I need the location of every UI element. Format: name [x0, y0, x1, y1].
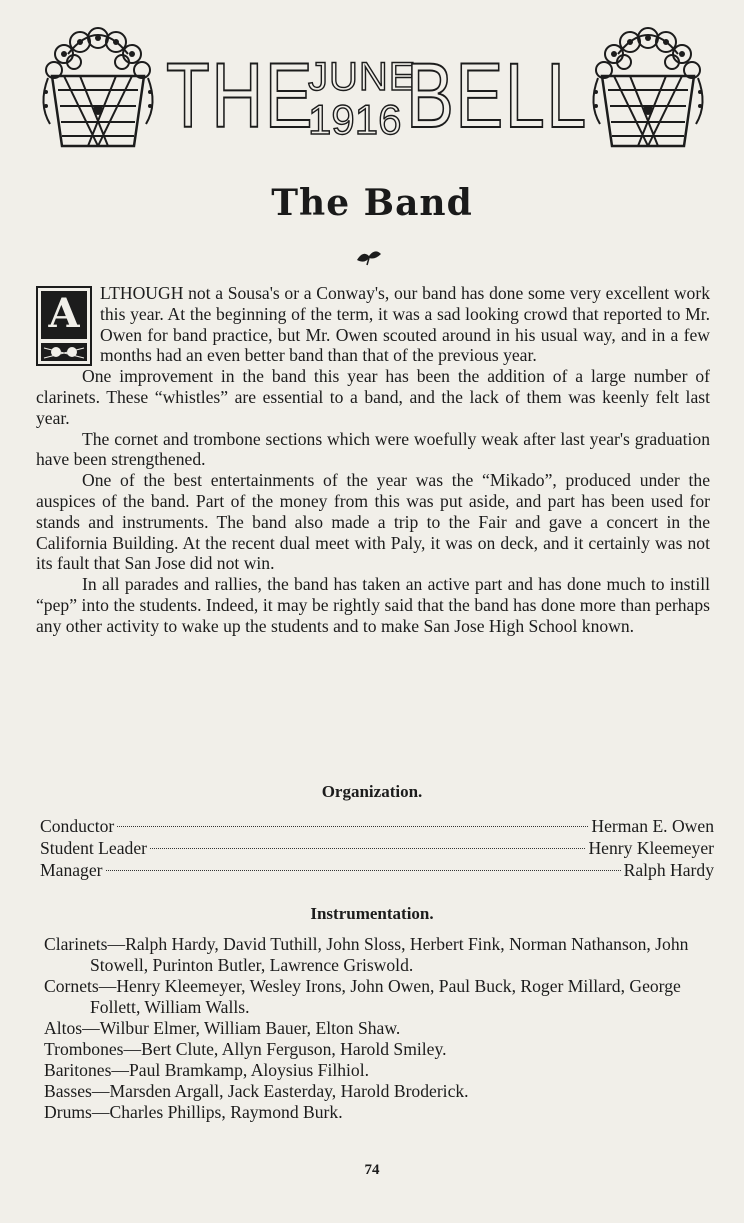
- organization-list: [40, 816, 714, 882]
- organization-heading: Organization.: [321, 782, 423, 801]
- org-role: Conductor: [40, 816, 115, 836]
- leader-dots: [150, 848, 585, 849]
- instrument-section: Baritones—Paul Bramkamp, Aloysius Filhiol.: [44, 1060, 369, 1080]
- issue-month: JUNE: [308, 55, 417, 99]
- paragraph: One improvement in the band this year has been the addition of a large number of clarinets. These “whistles” are essential to a band, and the lack of them was keenly felt last year.: [36, 366, 710, 428]
- org-row: [40, 838, 714, 860]
- article-body: [36, 283, 710, 637]
- flower-basket-icon: [34, 14, 162, 154]
- masthead-bell: BELL: [406, 45, 588, 147]
- instrument-section: Cornets—Henry Kleemeyer, Wesley Irons, John Owen, Paul Buck, Roger Millard, George Follett, William Walls.: [44, 976, 681, 1017]
- instrument-section: Clarinets—Ralph Hardy, David Tuthill, John Sloss, Herbert Fink, Norman Nathanson, John Stowell, Purinton Butler, Lawrence Griswold.: [44, 934, 689, 975]
- instrument-section: Basses—Marsden Argall, Jack Easterday, Harold Broderick.: [44, 1081, 469, 1101]
- leaf-ornament-icon: [355, 246, 383, 266]
- issue-year: 1916: [308, 96, 402, 143]
- org-name: Ralph Hardy: [623, 860, 714, 880]
- paragraph-text: LTHOUGH not a Sousa's or a Conway's, our band has done some very excellent work this year. At the beginning of the term, it was a sad looking crowd that reported to Mr. Owen for band practice, but Mr. Owen scouted around in his usual way, and in a few months had an even better band than that of the previous year.: [100, 283, 710, 366]
- org-role: Student Leader: [40, 838, 147, 858]
- org-name: Henry Kleemeyer: [588, 838, 714, 858]
- leader-dots: [106, 870, 621, 871]
- instrument-section: Altos—Wilbur Elmer, William Bauer, Elton Shaw.: [44, 1018, 401, 1038]
- paragraph: [36, 283, 710, 366]
- paragraph: In all parades and rallies, the band has taken an active part and has done much to instill “pep” into the students. Indeed, it may be rightly said that the band has done more than perhaps any other activity to wake up the students and to make San Jose High School known.: [36, 574, 710, 636]
- org-role: Manager: [40, 860, 103, 880]
- paragraph: One of the best entertainments of the year was the “Mikado”, produced under the auspices of the band. Part of the money from this was put aside, and part has been used for stands and instruments. The band also made a trip to the Fair and gave a concert in the California Building. At the recent dual meet with Paly, it was on deck, and it certainly was not its fault that San Jose did not win.: [36, 470, 710, 574]
- instrument-section: Trombones—Bert Clute, Allyn Ferguson, Harold Smiley.: [44, 1039, 447, 1059]
- org-row: [40, 816, 714, 838]
- org-row: [40, 860, 714, 882]
- drop-cap: [36, 286, 92, 366]
- instrumentation-heading: Instrumentation.: [310, 904, 434, 923]
- org-name: Herman E. Owen: [591, 816, 714, 836]
- masthead: [0, 0, 744, 170]
- page-number: 74: [364, 1162, 380, 1178]
- issue-date: [308, 55, 417, 143]
- drop-cap-letter: A: [48, 290, 80, 337]
- article-title: The Band: [271, 182, 473, 224]
- instrument-section: Drums—Charles Phillips, Raymond Burk.: [44, 1102, 343, 1122]
- instrumentation-list: [44, 934, 716, 1123]
- flower-basket-icon: [584, 14, 712, 154]
- paragraph: The cornet and trombone sections which were woefully weak after last year's graduation have been strengthened.: [36, 428, 710, 470]
- leader-dots: [117, 826, 588, 827]
- masthead-the: THE: [166, 45, 315, 147]
